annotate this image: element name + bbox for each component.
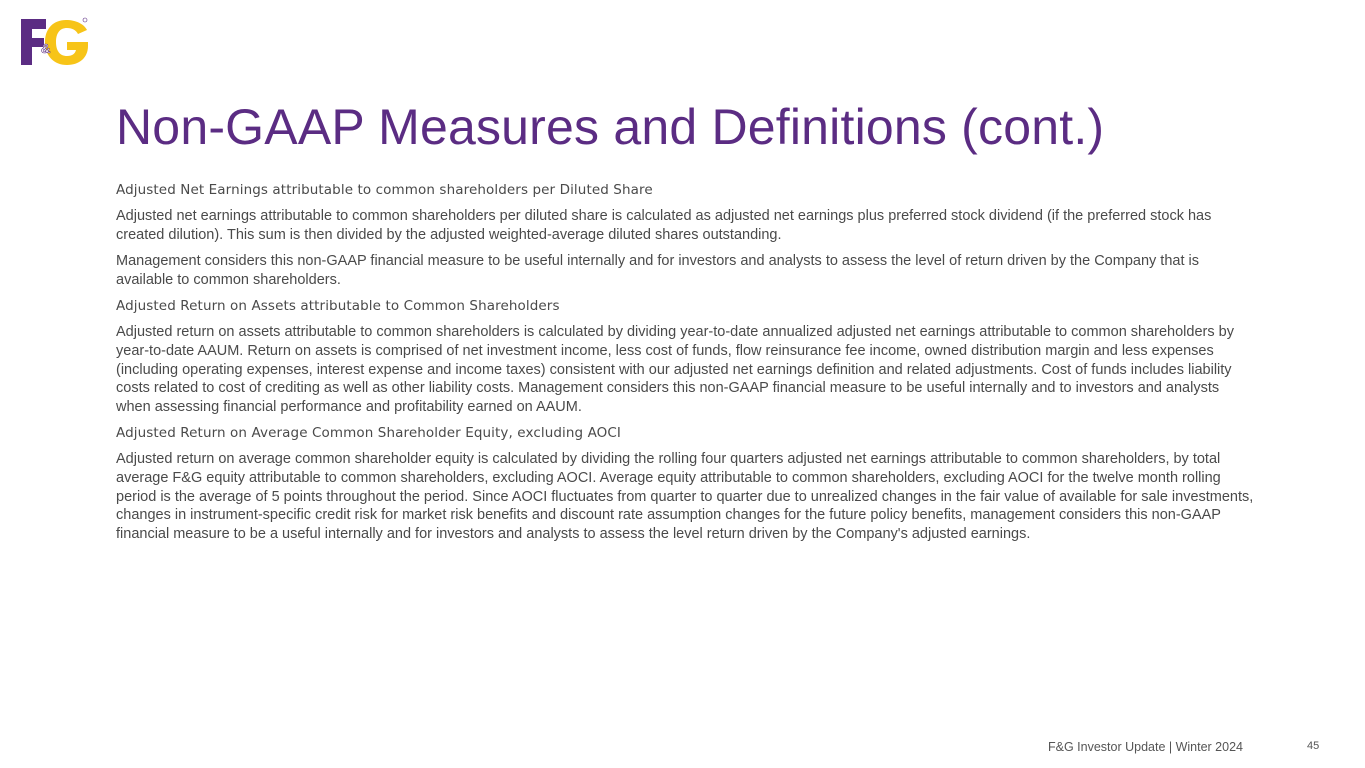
fg-logo (20, 17, 90, 67)
slide-title: Non-GAAP Measures and Definitions (cont.) (116, 99, 1105, 155)
svg-text:&: & (41, 41, 51, 56)
section-heading: Adjusted Return on Average Common Shareholder Equity, excluding AOCI (116, 425, 622, 442)
section-paragraph: Adjusted return on assets attributable to common shareholders is calculated by dividing year-to-date annualized adjusted net earnings attributable to common shareholders by year-to-date AAUM. Return on assets is comprised of net investment income, less cost of funds, flow reinsurance fee income, owned distribution margin and less expenses (including operating expenses, interest expense and income taxes) consistent with our adjusted net earnings definition and related adjustments. Cost of funds includes liability costs related to cost of crediting as well as other liability costs. Management considers this non-GAAP financial measure to be useful internally and to investors and analysts when assessing financial performance and profitability earned on AAUM. (116, 324, 1234, 415)
fg-logo-mark (20, 17, 90, 67)
section-heading: Adjusted Return on Assets attributable to Common Shareholders (116, 298, 560, 315)
section-heading: Adjusted Net Earnings attributable to common shareholders per Diluted Share (116, 182, 653, 198)
section-paragraph: Management considers this non-GAAP financial measure to be useful internally and for investors and analysts to assess the level of return driven by the Company that is available to common shareholders. (116, 253, 1199, 288)
section-adjusted-return-on-equity (116, 424, 1256, 543)
section-paragraph: Adjusted return on average common shareholder equity is calculated by dividing the rolling four quarters adjusted net earnings attributable to common shareholders, by total average F&G equity attributable to common shareholders, excluding AOCI. Average equity attributable to common shareholders, excluding AOCI for the twelve month rolling period is the average of 5 points throughout the period. Since AOCI fluctuates from quarter to quarter due to unrealized changes in the fair value of available for sale investments, changes in instrument-specific credit risk for market risk benefits and discount rate assumption changes for the future policy benefits, management considers this non-GAAP financial measure to be a useful internally and for investors and analysts to assess the level return driven by the Company's adjusted earnings. (116, 451, 1254, 542)
section-adjusted-return-on-assets (116, 297, 1256, 416)
slide-body (116, 181, 1256, 551)
section-adjusted-net-earnings (116, 181, 1256, 289)
page-number: 45 (1307, 740, 1320, 752)
section-paragraph: Adjusted net earnings attributable to common shareholders per diluted share is calculated as adjusted net earnings plus preferred stock dividend (if the preferred stock has created dilution). This sum is then divided by the adjusted weighted-average diluted shares outstanding. (116, 208, 1212, 243)
footer-caption: F&G Investor Update | Winter 2024 (1047, 740, 1243, 754)
